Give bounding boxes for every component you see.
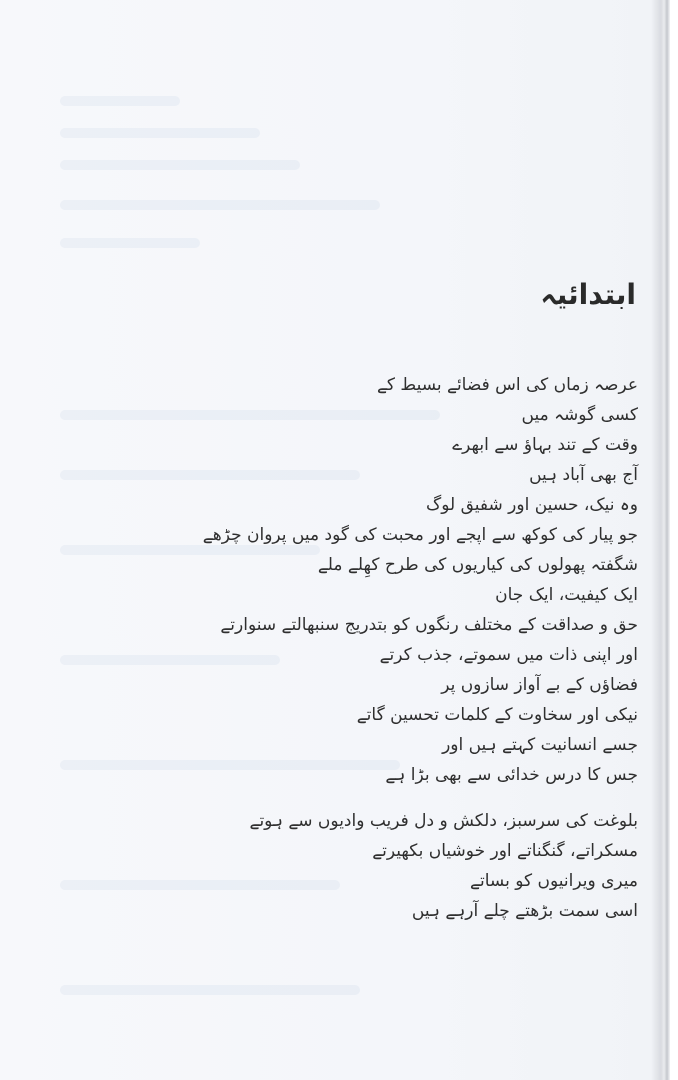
- poem-line: فضاؤں کے بے آواز سازوں پر: [441, 675, 638, 695]
- poem-line: حق و صداقت کے مختلف رنگوں کو بتدریج سنبھالتے سنوارتے: [220, 615, 638, 635]
- bleed-through-mark: [60, 985, 360, 995]
- stanza-gap: [78, 790, 638, 806]
- poem-line: وقت کے تند بہاؤ سے ابھرے: [452, 435, 638, 455]
- poem-line: جس کا درس خدائی سے بھی بڑا ہے: [385, 765, 638, 785]
- bleed-through-mark: [60, 200, 380, 210]
- poem-line: شگفتہ پھولوں کی کیاریوں کی طرح کھِلے ملے: [317, 555, 638, 575]
- poem-line: اسی سمت بڑھتے چلے آرہے ہیں: [411, 901, 638, 921]
- poem-line: اور اپنی ذات میں سموتے، جذب کرتے: [379, 645, 638, 665]
- poem-line: ایک کیفیت، ایک جان: [495, 585, 638, 605]
- poem-stanza-2: [78, 806, 638, 926]
- poem-line: عرصہ زماں کی اس فضائے بسیط کے: [376, 375, 638, 395]
- poem-line: کسی گوشہ میں: [521, 405, 638, 425]
- poem-stanza-1: [78, 370, 638, 790]
- poem-line: نیکی اور سخاوت کے کلمات تحسین گاتے: [356, 705, 638, 725]
- bleed-through-mark: [60, 238, 200, 248]
- poem-line: بلوغت کی سرسبز، دلکش و دل فریب وادیوں سے ہوتے: [249, 811, 638, 831]
- page-spine-shadow: [664, 0, 670, 1080]
- poem-line: جسے انسانیت کہتے ہیں اور: [442, 735, 638, 755]
- bleed-through-mark: [60, 96, 180, 106]
- poem-line: میری ویرانیوں کو بساتے: [470, 871, 638, 891]
- page-title: ابتدائیہ: [540, 278, 636, 311]
- poem-line: آج بھی آباد ہیں: [529, 465, 638, 485]
- poem-line: وہ نیک، حسین اور شفیق لوگ: [426, 495, 638, 515]
- poem: [78, 370, 638, 926]
- poem-line: جو پیار کی کوکھ سے اپجے اور محبت کی گود میں پروان چڑھے: [202, 525, 638, 545]
- poem-line: مسکراتے، گنگناتے اور خوشیاں بکھیرتے: [372, 841, 638, 861]
- bleed-through-mark: [60, 128, 260, 138]
- bleed-through-mark: [60, 160, 300, 170]
